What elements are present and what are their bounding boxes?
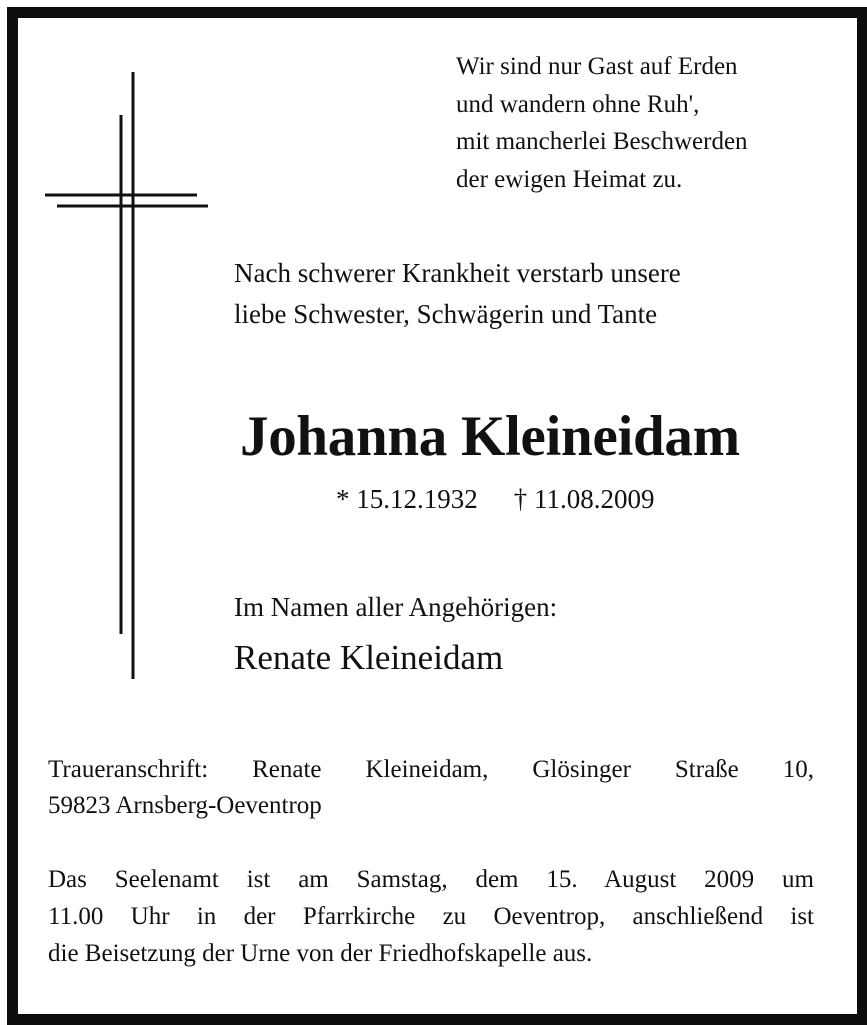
life-dates: [336, 481, 655, 517]
service-line: 11.00 Uhr in der Pfarrkirche zu Oeventrop, anschließend ist: [48, 903, 814, 930]
behalf-line: Im Namen aller Angehörigen:: [234, 592, 558, 622]
verse-line: der ewigen Heimat zu.: [456, 165, 683, 193]
verse-line: mit mancherlei Beschwerden: [456, 128, 748, 155]
verse-line: und wandern ohne Ruh',: [456, 90, 700, 118]
service-info: [48, 861, 814, 972]
address-line: 59823 Arnsberg-Oeventrop: [48, 792, 322, 819]
address-line: Traueranschrift: Renate Kleineidam, Glösinger Straße 10,: [48, 756, 814, 783]
death-date: † 11.08.2009: [513, 484, 655, 514]
intro-line: Nach schwerer Krankheit verstarb unsere: [234, 258, 681, 288]
signer-name: Renate Kleineidam: [234, 638, 504, 677]
mourning-address: [48, 752, 814, 824]
deceased-name: Johanna Kleineidam: [240, 405, 740, 468]
memorial-verse: [456, 48, 748, 198]
verse-line: Wir sind nur Gast auf Erden: [456, 53, 738, 80]
birth-date: * 15.12.1932: [336, 484, 478, 514]
service-line: die Beisetzung der Urne von der Friedhofskapelle aus.: [48, 940, 593, 967]
service-line: Das Seelenamt ist am Samstag, dem 15. August 2009 um: [48, 866, 814, 893]
announcement-intro: [234, 253, 681, 335]
intro-line: liebe Schwester, Schwägerin und Tante: [234, 299, 658, 329]
